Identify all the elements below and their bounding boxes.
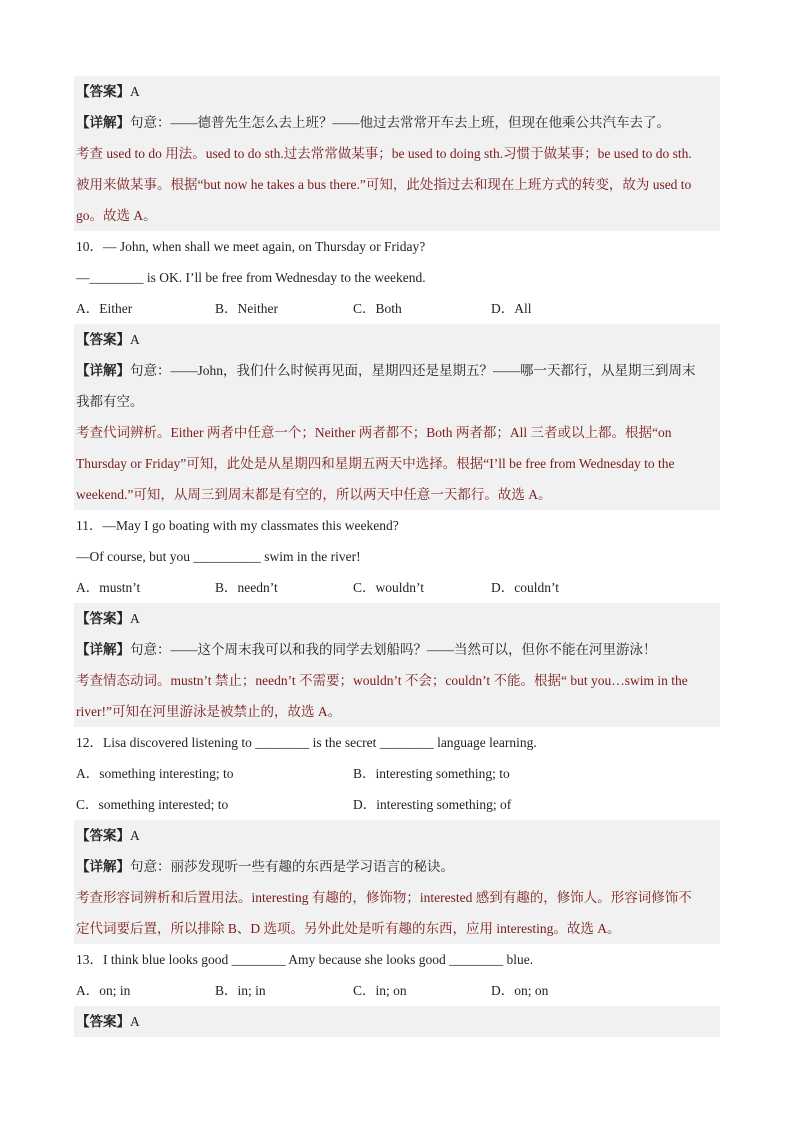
option-b: B．in; in — [215, 983, 266, 998]
option-a: A．mustn’t — [76, 580, 141, 595]
answer-line: 【答案】A — [74, 603, 720, 634]
question-stem: —Of course, but you __________ swim in the river! — [76, 549, 361, 564]
option-a: A．Either — [76, 301, 133, 316]
option-c: C．something interested; to — [76, 797, 229, 812]
explain-line: weekend.”可知，从周三到周末都是有空的，所以两天中任意一天都行。故选 A。 — [74, 479, 720, 510]
detail-line: 【详解】句意：——德普先生怎么去上班？——他过去常常开车去上班，但现在他乘公共汽车去了。 — [74, 107, 720, 138]
answer-line: 【答案】A — [74, 76, 720, 107]
detail-line: 【详解】句意：——这个周末我可以和我的同学去划船吗？——当然可以，但你不能在河里游泳！ — [74, 634, 720, 665]
question-stem: —________ is OK. I’ll be free from Wednesday to the weekend. — [76, 270, 426, 285]
option-c: C．Both — [353, 301, 402, 316]
explain-line: Thursday or Friday”可知，此处是从星期四和星期五两天中选择。根据“I’ll be free from Wednesday to the — [74, 448, 720, 479]
question-stem: 11．—May I go boating with my classmates this weekend? — [76, 518, 399, 533]
question-stem: 12．Lisa discovered listening to ________ is the secret ________ language learning. — [76, 735, 537, 750]
answer-line: 【答案】A — [74, 1006, 720, 1037]
option-d: D．interesting something; of — [353, 797, 512, 812]
option-b: B．Neither — [215, 301, 278, 316]
explain-line: 考查情态动词。mustn’t 禁止；needn’t 不需要；wouldn’t 不会；couldn’t 不能。根据“ but you…swim in the — [74, 665, 720, 696]
options-row — [74, 572, 720, 603]
explain-line: 被用来做某事。根据“but now he takes a bus there.”可知，此处指过去和现在上班方式的转变，故为 used to — [74, 169, 720, 200]
content-column — [74, 76, 720, 1037]
options-row — [74, 975, 720, 1006]
option-a: A．something interesting; to — [76, 766, 234, 781]
answer-line: 【答案】A — [74, 820, 720, 851]
question-stem: 13．I think blue looks good ________ Amy because she looks good ________ blue. — [76, 952, 534, 967]
option-d: D．All — [491, 301, 532, 316]
option-c: C．in; on — [353, 983, 407, 998]
explain-line: go。故选 A。 — [74, 200, 720, 231]
option-b: B．needn’t — [215, 580, 278, 595]
options-row — [74, 789, 720, 820]
detail-line: 【详解】句意：——John，我们什么时候再见面，星期四还是星期五？——哪一天都行，从星期三到周末 — [74, 355, 720, 386]
options-row — [74, 293, 720, 324]
explain-line: 定代词要后置，所以排除 B、D 选项。另外此处是听有趣的东西，应用 interesting。故选 A。 — [74, 913, 720, 944]
detail-line: 【详解】句意：丽莎发现听一些有趣的东西是学习语言的秘诀。 — [74, 851, 720, 882]
option-d: D．on; on — [491, 983, 549, 998]
question-stem: 10．— John, when shall we meet again, on Thursday or Friday? — [76, 239, 426, 254]
option-c: C．wouldn’t — [353, 580, 425, 595]
detail-line: 我都有空。 — [74, 386, 720, 417]
answer-line: 【答案】A — [74, 324, 720, 355]
options-row — [74, 758, 720, 789]
explain-line: 考查代词辨析。Either 两者中任意一个；Neither 两者都不；Both 两者都；All 三者或以上都。根据“on — [74, 417, 720, 448]
explain-line: 考查 used to do 用法。used to do sth.过去常常做某事；be used to doing sth.习惯于做某事；be used to do sth. — [74, 138, 720, 169]
option-a: A．on; in — [76, 983, 131, 998]
explain-line: river!”可知在河里游泳是被禁止的，故选 A。 — [74, 696, 720, 727]
option-d: D．couldn’t — [491, 580, 559, 595]
explain-line: 考查形容词辨析和后置用法。interesting 有趣的，修饰物；interested 感到有趣的，修饰人。形容词修饰不 — [74, 882, 720, 913]
option-b: B．interesting something; to — [353, 766, 510, 781]
